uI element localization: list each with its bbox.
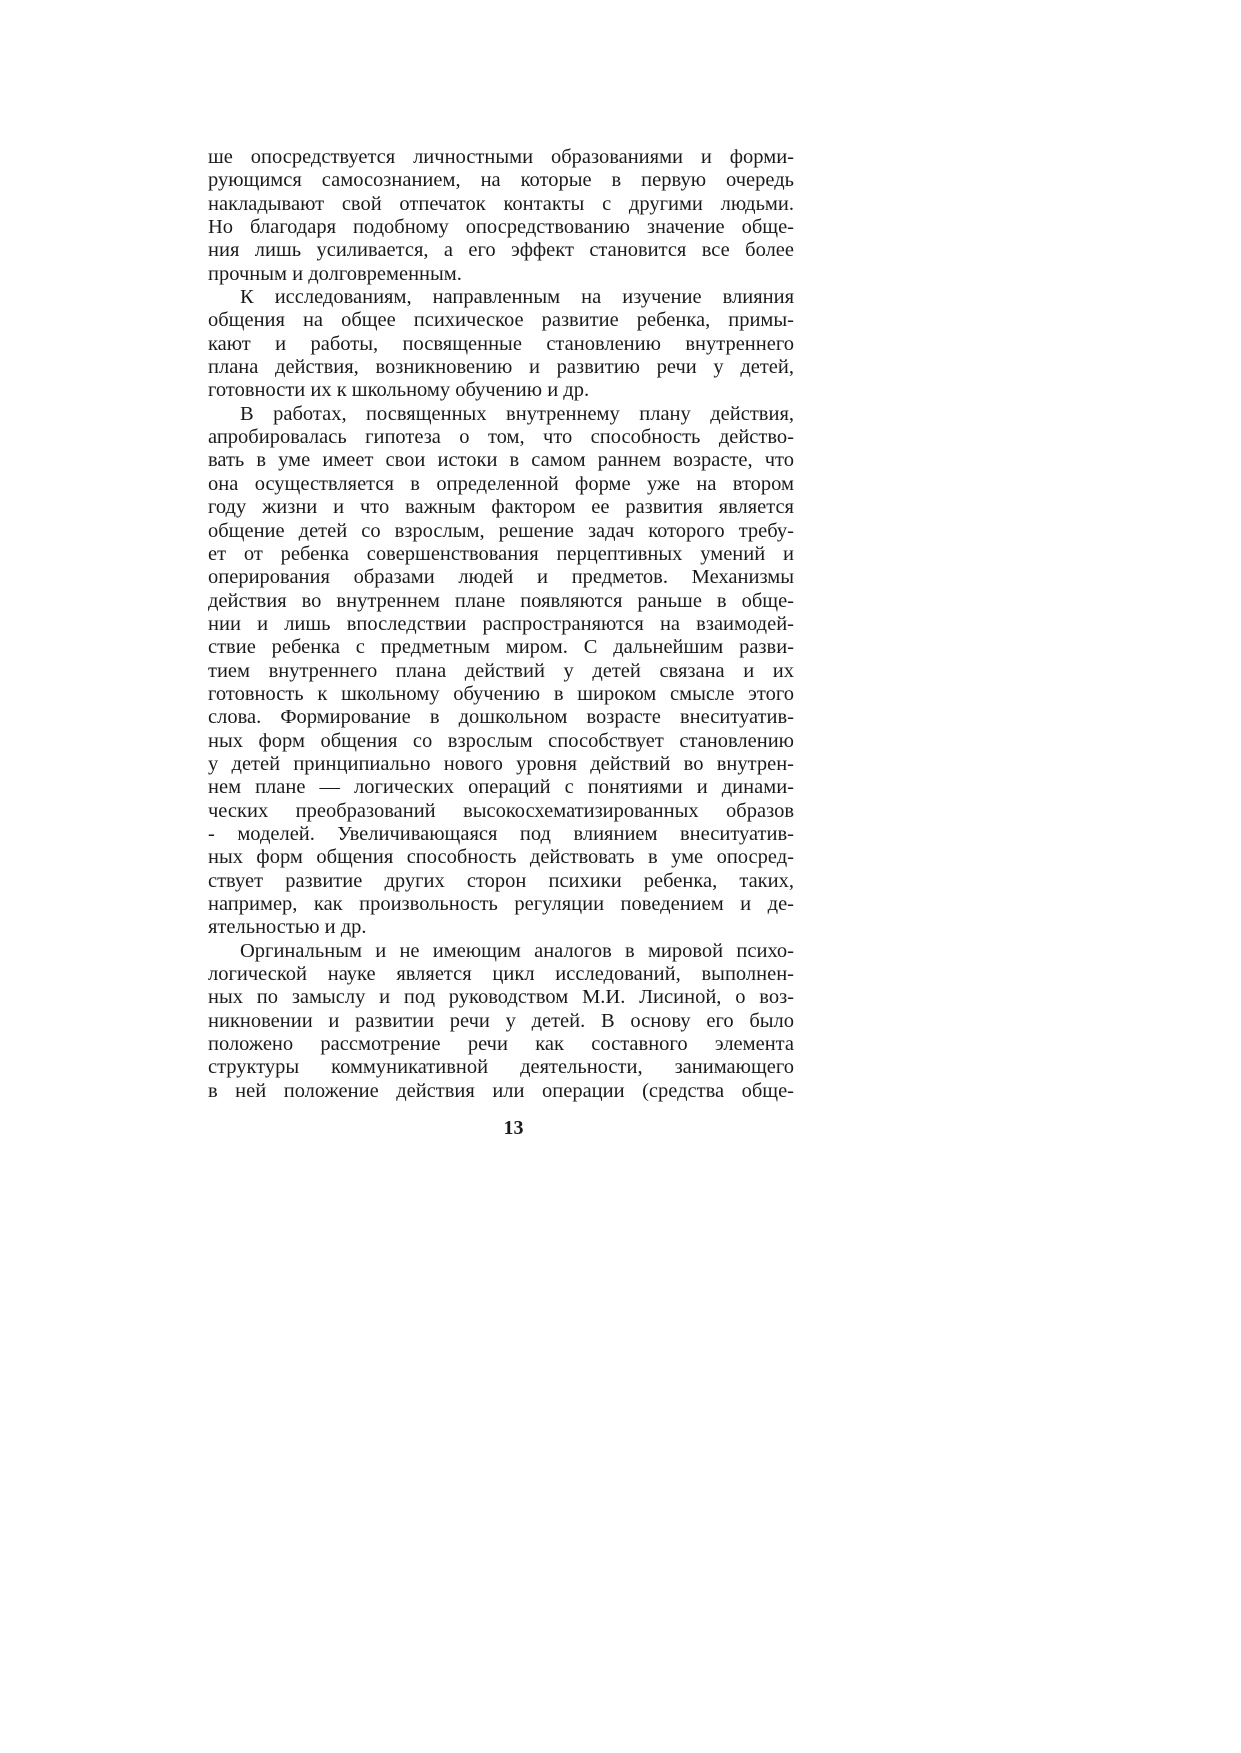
text-line: готовности их к школьному обучению и др. (208, 379, 590, 402)
text-line: готовность к школьному обучению в широком смысле этого (208, 682, 794, 705)
text-line: - моделей. Увеличивающаяся под влиянием внеситуатив- (208, 822, 794, 845)
text-line: в ней положение действия или операции (средства обще- (208, 1079, 794, 1102)
paragraph-first-line: К исследованиям, направленным на изучение влияния (240, 286, 794, 309)
text-line: ческих преобразований высокосхематизированных образов (208, 799, 794, 822)
text-line: прочным и долговременным. (208, 262, 462, 285)
text-line: например, как произвольность регуляции поведением и де- (208, 893, 794, 915)
text-line: рующимся самосознанием, на которые в первую очередь (208, 169, 794, 192)
text-line: ше опосредствуется личностными образованиями и форми- (208, 146, 794, 168)
text-line: у детей принципиально нового уровня действий во внутрен- (208, 752, 794, 775)
text-line: логической науке является цикл исследований, выполнен- (208, 963, 794, 986)
text-line: плана действия, возникновению и развитию речи у детей, (208, 356, 794, 379)
text-line: общение детей со взрослым, решение задач которого требу- (208, 519, 794, 542)
text-line: ствует развитие других сторон психики ребенка, таких, (208, 869, 794, 892)
text-line: слова. Формирование в дошкольном возрасте внеситуатив- (208, 706, 794, 729)
text-line: кают и работы, посвященные становлению внутреннего (208, 332, 794, 355)
paragraph-first-line: Оргинальным и не имеющим аналогов в мировой психо- (240, 939, 794, 962)
body-text (208, 146, 794, 1103)
page-number-value: 13 (503, 1117, 524, 1139)
text-line: ятельностью и др. (208, 916, 367, 939)
text-line: ных форм общения со взрослым способствует становлению (208, 729, 794, 752)
text-line: нии и лишь впоследствии распространяются на взаимодей- (208, 612, 794, 635)
text-line: оперирования образами людей и предметов. Механизмы (208, 566, 794, 589)
page-number (0, 1117, 1027, 1140)
text-line: общения на общее психическое развитие ребенка, примы- (208, 309, 794, 332)
text-line: никновении и развитии речи у детей. В основу его было (208, 1009, 794, 1032)
text-line: нем плане — логических операций с понятиями и динами- (208, 776, 794, 799)
text-line: тием внутреннего плана действий у детей связана и их (208, 659, 794, 682)
text-line: накладывают свой отпечаток контакты с другими людьми. (208, 192, 794, 215)
text-line: Но благодаря подобному опосредствованию значение обще- (208, 216, 794, 239)
text-line: положено рассмотрение речи как составного элемента (208, 1033, 794, 1056)
text-line: вать в уме имеет свои истоки в самом раннем возрасте, что (208, 449, 794, 472)
text-line: действия во внутреннем плане появляются раньше в обще- (208, 589, 794, 612)
text-line: структуры коммуникативной деятельности, занимающего (208, 1056, 794, 1079)
text-line: она осуществляется в определенной форме уже на втором (208, 472, 794, 495)
text-line: году жизни и что важным фактором ее развития является (208, 496, 794, 519)
text-line: ных форм общения способность действовать в уме опосред- (208, 846, 794, 869)
text-line: ных по замыслу и под руководством М.И. Лисиной, о воз- (208, 986, 794, 1009)
text-line: ет от ребенка совершенствования перцептивных умений и (208, 542, 794, 565)
text-line: ствие ребенка с предметным миром. С дальнейшим разви- (208, 636, 794, 659)
text-line: ния лишь усиливается, а его эффект становится все более (208, 239, 794, 262)
text-line: апробировалась гипотеза о том, что способность действо- (208, 426, 794, 449)
paragraph-first-line: В работах, посвященных внутреннему плану действия, (240, 402, 794, 425)
